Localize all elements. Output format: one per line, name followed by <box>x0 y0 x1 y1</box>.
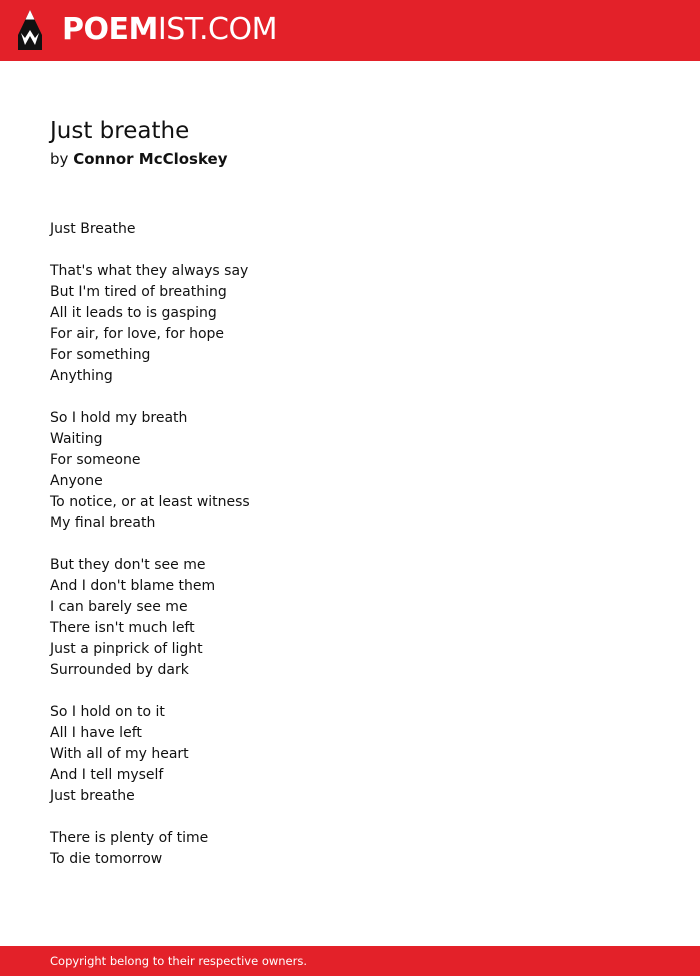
site-header <box>0 0 700 61</box>
poem-line: My final breath <box>50 515 156 531</box>
poem-line: Just Breathe <box>50 221 136 237</box>
poem-line: But I'm tired of breathing <box>50 284 227 300</box>
poem-line: All it leads to is gasping <box>50 305 217 321</box>
poem-line: So I hold on to it <box>50 704 165 720</box>
poem-line: And I tell myself <box>50 767 164 783</box>
poem-stanza <box>50 702 650 807</box>
poem-stanza <box>50 219 650 240</box>
poem-stanza <box>50 555 650 681</box>
poem-line: For air, for love, for hope <box>50 326 225 342</box>
copyright-notice: Copyright belong to their respective owners. <box>50 954 308 968</box>
poem-line: There isn't much left <box>50 620 195 636</box>
poem-line: For someone <box>50 452 141 468</box>
poem-line: Just a pinprick of light <box>50 641 203 657</box>
poem-title: Just breathe <box>50 118 190 144</box>
poem-line: To die tomorrow <box>50 851 163 867</box>
poem-line: To notice, or at least witness <box>50 494 250 510</box>
poem-body <box>50 219 650 891</box>
poem-line: Waiting <box>50 431 103 447</box>
poem-line: All I have left <box>50 725 142 741</box>
poem-stanza <box>50 408 650 534</box>
poem-byline <box>50 149 228 169</box>
logo-bold-text: POEM <box>62 12 158 47</box>
poem-stanza <box>50 828 650 870</box>
poem-line: With all of my heart <box>50 746 189 762</box>
poem-line: Anyone <box>50 473 103 489</box>
poem-line: That's what they always say <box>50 263 249 279</box>
logo-light-text: IST.COM <box>157 12 277 47</box>
poem-line: Just breathe <box>50 788 135 804</box>
poem-line: And I don't blame them <box>50 578 216 594</box>
byline-prefix: by <box>50 150 69 168</box>
poem-line: There is plenty of time <box>50 830 209 846</box>
pencil-tip-icon[interactable] <box>17 9 43 51</box>
poem-line: So I hold my breath <box>50 410 188 426</box>
poem-line: But they don't see me <box>50 557 206 573</box>
poem-author: Connor McCloskey <box>73 150 228 168</box>
site-logo[interactable] <box>62 12 277 48</box>
poem-line: Surrounded by dark <box>50 662 189 678</box>
poem-stanza <box>50 261 650 387</box>
poem-line: I can barely see me <box>50 599 188 615</box>
poem-line: Anything <box>50 368 113 384</box>
poem-line: For something <box>50 347 151 363</box>
site-footer <box>0 946 700 976</box>
